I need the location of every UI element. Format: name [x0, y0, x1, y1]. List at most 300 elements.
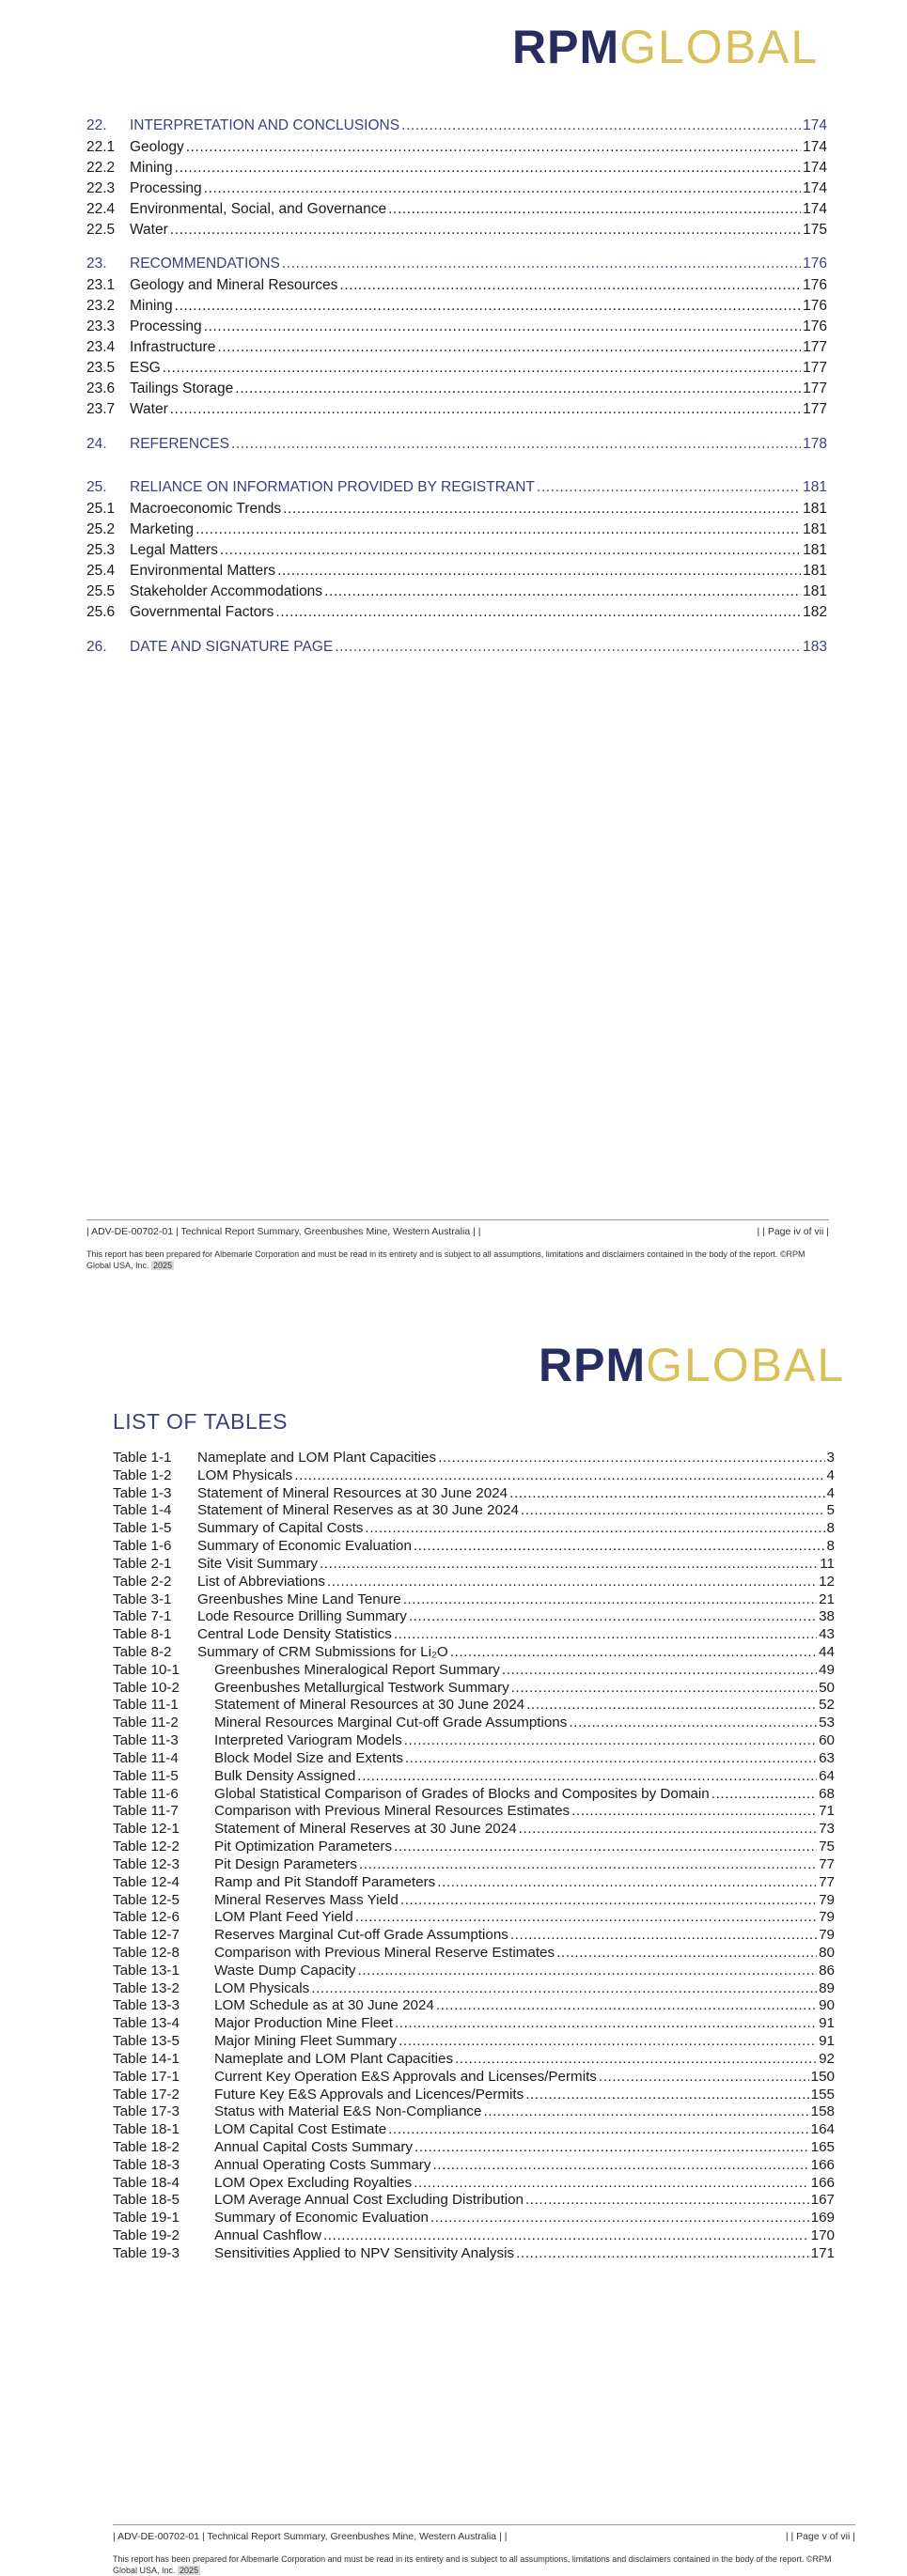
entry-number: Table 19-2: [113, 2227, 180, 2244]
entry-title: Processing: [130, 318, 202, 334]
dot-leader: [220, 542, 801, 559]
entry-title: LOM Physicals: [197, 1466, 293, 1483]
entry-page: 60: [819, 1732, 835, 1749]
entry-page: 182: [803, 604, 827, 620]
dot-leader: [526, 1697, 817, 1713]
entry-title: Statement of Mineral Resources at 30 June 2024: [214, 1697, 525, 1714]
entry-page: 64: [819, 1767, 835, 1784]
toc-subsection-entry[interactable]: [86, 401, 827, 418]
toc-subsection-entry[interactable]: [86, 542, 827, 559]
entry-number: Table 1-4: [113, 1502, 172, 1519]
table-list-entry[interactable]: [113, 1485, 835, 1501]
entry-title: Geology and Mineral Resources: [130, 277, 338, 293]
table-list-entry[interactable]: [113, 2192, 835, 2208]
entry-title: Annual Capital Costs Summary: [214, 2138, 414, 2155]
entry-page: 176: [803, 298, 827, 314]
entry-number: 25.1: [86, 501, 116, 517]
table-list-entry[interactable]: [113, 1750, 835, 1766]
entry-number: 22.4: [86, 201, 116, 217]
entry-page: 11: [820, 1555, 835, 1572]
table-list-entry[interactable]: [113, 2069, 835, 2085]
entry-title: Water: [130, 222, 168, 238]
toc-subsection-entry[interactable]: [86, 139, 827, 156]
entry-number: Table 18-5: [113, 2192, 180, 2209]
entry-page: 68: [819, 1785, 835, 1802]
entry-number: Table 7-1: [113, 1608, 172, 1625]
table-list-entry[interactable]: [113, 2245, 835, 2261]
table-list-entry[interactable]: [113, 2139, 835, 2155]
entry-title: REFERENCES: [130, 436, 229, 452]
entry-number: Table 11-4: [113, 1749, 179, 1766]
table-list-entry[interactable]: [113, 1538, 835, 1554]
entry-number: Table 3-1: [113, 1591, 172, 1607]
footer-page-number: | | Page iv of vii |: [757, 1226, 829, 1237]
entry-number: Table 12-6: [113, 1909, 180, 1926]
entry-title: Sensitivities Applied to NPV Sensitivity Analysis: [214, 2244, 515, 2261]
rpm-global-logo: [512, 21, 820, 73]
entry-number: Table 11-2: [113, 1715, 179, 1731]
entry-title: Nameplate and LOM Plant Capacities: [214, 2050, 454, 2067]
dot-leader: [395, 2015, 817, 2031]
entry-page: 92: [819, 2050, 835, 2067]
entry-number: 23.1: [86, 277, 116, 293]
entry-page: 86: [819, 1962, 835, 1979]
entry-title: Summary of Economic Evaluation: [214, 2210, 429, 2227]
dot-leader: [571, 1803, 817, 1819]
entry-title: Global Statistical Comparison of Grades of Blocks and Composites by Domain: [214, 1785, 710, 1802]
entry-page: 4: [826, 1484, 835, 1501]
table-list-entry[interactable]: [113, 1874, 835, 1890]
entry-number: Table 12-7: [113, 1927, 180, 1944]
dot-leader: [275, 604, 801, 621]
entry-page: 77: [819, 1855, 835, 1872]
entry-number: 23.5: [86, 360, 116, 376]
dot-leader: [231, 436, 801, 453]
table-list-entry[interactable]: [113, 1697, 835, 1713]
entry-title: Statement of Mineral Reserves at 30 June 2024: [214, 1821, 517, 1838]
entry-page: 44: [819, 1644, 835, 1661]
entry-page: 177: [803, 360, 827, 376]
entry-number: Table 11-3: [113, 1732, 179, 1749]
table-list-entry[interactable]: [113, 2033, 835, 2049]
table-list-entry[interactable]: [113, 1450, 835, 1466]
toc-subsection-entry[interactable]: [86, 339, 827, 356]
table-list-entry[interactable]: [113, 1662, 835, 1678]
entry-title: Nameplate and LOM Plant Capacities: [197, 1450, 437, 1466]
footer-rule: [86, 1219, 829, 1220]
entry-page: 50: [819, 1679, 835, 1696]
table-list-entry[interactable]: [113, 1945, 835, 1961]
dot-leader: [414, 2175, 808, 2191]
entry-number: Table 12-3: [113, 1855, 180, 1872]
entry-page: 158: [810, 2103, 835, 2120]
dot-leader: [519, 1821, 817, 1837]
dot-leader: [436, 1997, 817, 2013]
table-list-entry[interactable]: [113, 1574, 835, 1590]
table-list-entry[interactable]: [113, 2103, 835, 2119]
entry-number: 25.2: [86, 521, 116, 537]
logo-rpm-text: RPM: [539, 1339, 647, 1391]
dot-leader: [400, 1892, 817, 1908]
entry-title: Legal Matters: [130, 542, 218, 558]
table-list-entry[interactable]: [113, 1997, 835, 2013]
entry-number: 23.: [86, 256, 107, 272]
entry-page: 91: [819, 2033, 835, 2050]
dot-leader: [170, 401, 801, 418]
table-list-entry[interactable]: [113, 1626, 835, 1642]
entry-title: Interpreted Variogram Models: [214, 1732, 402, 1749]
table-list-entry[interactable]: [113, 1786, 835, 1802]
entry-number: Table 18-3: [113, 2156, 180, 2173]
entry-number: 22.5: [86, 222, 116, 238]
entry-title: LOM Capital Cost Estimate: [214, 2121, 387, 2138]
entry-title: Reserves Marginal Cut-off Grade Assumptions: [214, 1927, 508, 1944]
table-list-entry[interactable]: [113, 1715, 835, 1730]
entry-number: Table 1-6: [113, 1538, 172, 1555]
dot-leader: [277, 563, 801, 580]
logo-rpm-text: RPM: [512, 21, 620, 73]
entry-number: 22.: [86, 117, 107, 133]
entry-number: Table 13-4: [113, 2015, 180, 2032]
entry-number: 22.2: [86, 160, 116, 176]
dot-leader: [516, 2245, 809, 2261]
toc-subsection-entry[interactable]: [86, 604, 827, 621]
table-list-entry[interactable]: [113, 1963, 835, 1979]
toc-section-entry[interactable]: [86, 117, 827, 134]
entry-title: Greenbushes Mineralogical Report Summary: [214, 1661, 500, 1678]
toc-subsection-entry[interactable]: [86, 501, 827, 518]
toc-subsection-entry[interactable]: [86, 277, 827, 294]
entry-page: 181: [803, 501, 827, 517]
entry-page: 89: [819, 1979, 835, 1996]
table-list-entry[interactable]: [113, 1927, 835, 1943]
entry-page: 43: [819, 1626, 835, 1643]
entry-number: 25.5: [86, 583, 116, 599]
entry-page: 177: [803, 401, 827, 417]
table-list-entry[interactable]: [113, 2051, 835, 2067]
entry-title: Tailings Storage: [130, 380, 234, 396]
entry-page: 176: [803, 256, 827, 272]
entry-page: 63: [819, 1749, 835, 1766]
entry-page: 183: [803, 639, 827, 655]
entry-page: 75: [819, 1839, 835, 1855]
entry-page: 181: [803, 583, 827, 599]
toc-subsection-entry[interactable]: [86, 318, 827, 335]
entry-page: 171: [810, 2244, 835, 2261]
entry-title: Mining: [130, 160, 173, 176]
entry-number: Table 2-1: [113, 1555, 172, 1572]
table-list-entry[interactable]: [113, 1556, 835, 1572]
dot-leader: [175, 298, 801, 315]
entry-title: Environmental, Social, and Governance: [130, 201, 387, 217]
entry-number: 23.3: [86, 318, 116, 334]
entry-number: 25.3: [86, 542, 116, 558]
entry-title: RELIANCE ON INFORMATION PROVIDED BY REGISTRANT: [130, 479, 535, 495]
dot-leader: [502, 1662, 817, 1678]
entry-title: LOM Plant Feed Yield: [214, 1909, 353, 1926]
entry-title: Geology: [130, 139, 184, 155]
entry-page: 174: [803, 117, 827, 133]
entry-title: Stakeholder Accommodations: [130, 583, 323, 599]
entry-page: 175: [803, 222, 827, 238]
dot-leader: [509, 1485, 824, 1501]
page-footer: [113, 2524, 855, 2576]
entry-number: Table 18-4: [113, 2174, 180, 2191]
entry-number: Table 18-1: [113, 2121, 180, 2138]
entry-page: 79: [819, 1927, 835, 1944]
dot-leader: [359, 1856, 817, 1872]
entry-title: INTERPRETATION AND CONCLUSIONS: [130, 117, 400, 133]
dot-leader: [355, 1909, 817, 1925]
dot-leader: [335, 639, 801, 656]
entry-page: 177: [803, 380, 827, 396]
entry-page: 174: [803, 160, 827, 176]
entry-title: Block Model Size and Extents: [214, 1749, 403, 1766]
entry-title: Bulk Density Assigned: [214, 1767, 356, 1784]
entry-page: 181: [803, 479, 827, 495]
table-list-entry[interactable]: [113, 1502, 835, 1518]
table-list-entry[interactable]: [113, 2210, 835, 2226]
table-list-entry[interactable]: [113, 1520, 835, 1536]
entry-title: Environmental Matters: [130, 563, 276, 579]
dot-leader: [358, 1963, 818, 1979]
table-list-entry[interactable]: [113, 1591, 835, 1607]
entry-number: Table 12-5: [113, 1891, 180, 1908]
entry-page: 38: [819, 1608, 835, 1625]
entry-title: Future Key E&S Approvals and Licences/Permits: [214, 2086, 524, 2103]
dot-leader: [339, 277, 801, 294]
table-list-entry[interactable]: [113, 1892, 835, 1908]
dot-leader: [175, 160, 801, 177]
dot-leader: [283, 501, 801, 518]
entry-page: 91: [819, 2015, 835, 2032]
table-list-entry[interactable]: [113, 1608, 835, 1624]
toc-section-entry[interactable]: [86, 639, 827, 656]
dot-leader: [401, 117, 801, 134]
dot-leader: [405, 1750, 817, 1766]
entry-number: Table 13-2: [113, 1979, 180, 1996]
entry-title: ESG: [130, 360, 161, 376]
dot-leader: [399, 2033, 817, 2049]
entry-number: 22.1: [86, 139, 116, 155]
dot-leader: [438, 1450, 824, 1466]
entry-page: 150: [810, 2068, 835, 2085]
report-page-v: [0, 1301, 907, 2575]
entry-number: Table 12-2: [113, 1839, 180, 1855]
dot-leader: [599, 2069, 809, 2085]
dot-leader: [394, 1839, 817, 1854]
entry-page: 79: [819, 1891, 835, 1908]
entry-number: Table 11-5: [113, 1767, 179, 1784]
entry-page: 166: [810, 2174, 835, 2191]
entry-title: Statement of Mineral Resources at 30 June 2024: [197, 1484, 508, 1501]
entry-title: Processing: [130, 180, 202, 196]
table-list-entry[interactable]: [113, 1644, 835, 1660]
table-list-entry[interactable]: [113, 1803, 835, 1819]
toc-subsection-entry[interactable]: [86, 222, 827, 239]
table-list-entry[interactable]: [113, 1821, 835, 1837]
entry-page: 71: [819, 1803, 835, 1820]
entry-number: Table 1-3: [113, 1484, 172, 1501]
entry-title: DATE AND SIGNATURE PAGE: [130, 639, 334, 655]
entry-page: 4: [826, 1466, 835, 1483]
toc-subsection-entry[interactable]: [86, 180, 827, 197]
toc-subsection-entry[interactable]: [86, 298, 827, 315]
entry-page: 174: [803, 180, 827, 196]
dot-leader: [430, 2210, 809, 2226]
toc-section-entry[interactable]: [86, 256, 827, 272]
entry-page: 80: [819, 1944, 835, 1961]
table-list-entry[interactable]: [113, 1909, 835, 1925]
entry-page: 176: [803, 277, 827, 293]
dot-leader: [414, 2139, 809, 2155]
entry-title: Pit Optimization Parameters: [214, 1839, 393, 1855]
report-page-iv: [0, 0, 907, 1278]
entry-number: 26.: [86, 639, 107, 655]
entry-number: Table 12-8: [113, 1944, 180, 1961]
entry-page: 49: [819, 1661, 835, 1678]
dot-leader: [537, 479, 801, 496]
entry-page: 167: [810, 2192, 835, 2209]
entry-number: 25.6: [86, 604, 116, 620]
entry-title: Annual Cashflow: [214, 2227, 321, 2244]
table-list-entry[interactable]: [113, 1732, 835, 1748]
entry-page: 79: [819, 1909, 835, 1926]
table-list-entry[interactable]: [113, 2087, 835, 2103]
entry-title: Mining: [130, 298, 173, 314]
entry-title: Marketing: [130, 521, 195, 537]
footer-disclaimer: This report has been prepared for Albemarle Corporation and must be read in its entirety and is subject to all assumptions, limitations and disclaimers contained in the body of the report. ©RPM Global USA, Inc. 2025: [113, 2554, 832, 2575]
entry-number: Table 12-4: [113, 1873, 180, 1890]
entry-title: LOM Schedule as at 30 June 2024: [214, 1997, 434, 2014]
entry-title: Mineral Reserves Mass Yield: [214, 1891, 399, 1908]
toc-subsection-entry[interactable]: [86, 201, 827, 218]
entry-title: Summary of Economic Evaluation: [197, 1538, 412, 1555]
entry-page: 181: [803, 563, 827, 579]
entry-title: Annual Operating Costs Summary: [214, 2156, 431, 2173]
table-list-entry[interactable]: [113, 1856, 835, 1872]
toc-subsection-entry[interactable]: [86, 583, 827, 600]
entry-title: Comparison with Previous Mineral Resources Estimates: [214, 1803, 571, 1820]
entry-page: 181: [803, 542, 827, 558]
dot-leader: [414, 1538, 825, 1554]
entry-title: LOM Physicals: [214, 1979, 310, 1996]
dot-leader: [404, 1732, 817, 1748]
dot-leader: [186, 139, 801, 156]
dot-leader: [525, 2192, 809, 2208]
table-list-entry[interactable]: [113, 2015, 835, 2031]
entry-number: Table 13-3: [113, 1997, 180, 2014]
entry-number: Table 13-1: [113, 1962, 180, 1979]
entry-page: 12: [819, 1573, 835, 1590]
table-list-entry[interactable]: [113, 1980, 835, 1996]
table-list-entry[interactable]: [113, 2227, 835, 2243]
dot-leader: [403, 1591, 817, 1607]
table-list-entry[interactable]: [113, 2175, 835, 2191]
toc-section-entry[interactable]: [86, 436, 827, 453]
entry-page: 5: [826, 1502, 835, 1519]
entry-number: Table 18-2: [113, 2138, 180, 2155]
logo-global-text: GLOBAL: [619, 21, 820, 73]
entry-title: Mineral Resources Marginal Cut-off Grade Assumptions: [214, 1715, 568, 1731]
entry-title: Governmental Factors: [130, 604, 274, 620]
page-footer: [86, 1219, 829, 1271]
entry-number: Table 19-3: [113, 2244, 180, 2261]
entry-page: 176: [803, 318, 827, 334]
dot-leader: [450, 1644, 817, 1660]
entry-page: 174: [803, 201, 827, 217]
entry-page: 53: [819, 1715, 835, 1731]
entry-page: 21: [819, 1591, 835, 1607]
entry-number: Table 17-3: [113, 2103, 180, 2120]
toc-subsection-entry[interactable]: [86, 521, 827, 538]
entry-number: Table 11-1: [113, 1697, 179, 1714]
entry-page: 8: [826, 1520, 835, 1537]
table-list-entry[interactable]: [113, 1839, 835, 1854]
dot-leader: [204, 318, 801, 335]
entry-number: Table 17-2: [113, 2086, 180, 2103]
table-list-entry[interactable]: [113, 1467, 835, 1483]
toc-subsection-entry[interactable]: [86, 160, 827, 177]
dot-leader: [311, 1980, 817, 1996]
table-list-entry[interactable]: [113, 2157, 835, 2173]
entry-title: LOM Opex Excluding Royalties: [214, 2174, 413, 2191]
entry-title: Pit Design Parameters: [214, 1855, 357, 1872]
dot-leader: [365, 1520, 824, 1536]
entry-number: Table 19-1: [113, 2210, 180, 2227]
entry-title: Water: [130, 401, 168, 417]
entry-title: Current Key Operation E&S Approvals and Licenses/Permits: [214, 2068, 597, 2085]
dot-leader: [483, 2103, 808, 2119]
dot-leader: [525, 2087, 808, 2103]
dot-leader: [324, 583, 801, 600]
toc-subsection-entry[interactable]: [86, 380, 827, 397]
table-list-entry[interactable]: [113, 1680, 835, 1696]
entry-page: 90: [819, 1997, 835, 2014]
table-list-entry[interactable]: [113, 1768, 835, 1784]
entry-number: Table 8-2: [113, 1644, 172, 1661]
toc-subsection-entry[interactable]: [86, 563, 827, 580]
entry-title: List of Abbreviations: [197, 1573, 325, 1590]
dot-leader: [712, 1786, 817, 1802]
entry-page: 8: [826, 1538, 835, 1555]
dot-leader: [394, 1626, 817, 1642]
entry-number: Table 2-2: [113, 1573, 172, 1590]
entry-number: 25.: [86, 479, 107, 495]
dot-leader: [195, 521, 801, 538]
entry-number: Table 13-5: [113, 2033, 180, 2050]
footer-page-number: | | Page v of vii |: [785, 2531, 855, 2542]
entry-page: 181: [803, 521, 827, 537]
entry-page: 52: [819, 1697, 835, 1714]
entry-page: 174: [803, 139, 827, 155]
dot-leader: [327, 1574, 817, 1590]
footer-document-info: | ADV-DE-00702-01 | Technical Report Summary, Greenbushes Mine, Western Australia | |: [113, 2531, 508, 2542]
entry-page: 73: [819, 1821, 835, 1838]
dot-leader: [556, 1945, 817, 1961]
dot-leader: [510, 1927, 817, 1943]
toc-subsection-entry[interactable]: [86, 360, 827, 377]
footer-year: 2025: [180, 2566, 199, 2575]
entry-title: Lode Resource Drilling Summary: [197, 1608, 407, 1625]
entry-title: Summary of Capital Costs: [197, 1520, 364, 1537]
entry-page: 178: [803, 436, 827, 452]
toc-section-entry[interactable]: [86, 479, 827, 496]
list-of-tables-heading: LIST OF TABLES: [113, 1409, 288, 1434]
entry-page: 177: [803, 339, 827, 355]
entry-number: 22.3: [86, 180, 116, 196]
table-list-entry[interactable]: [113, 2121, 835, 2137]
